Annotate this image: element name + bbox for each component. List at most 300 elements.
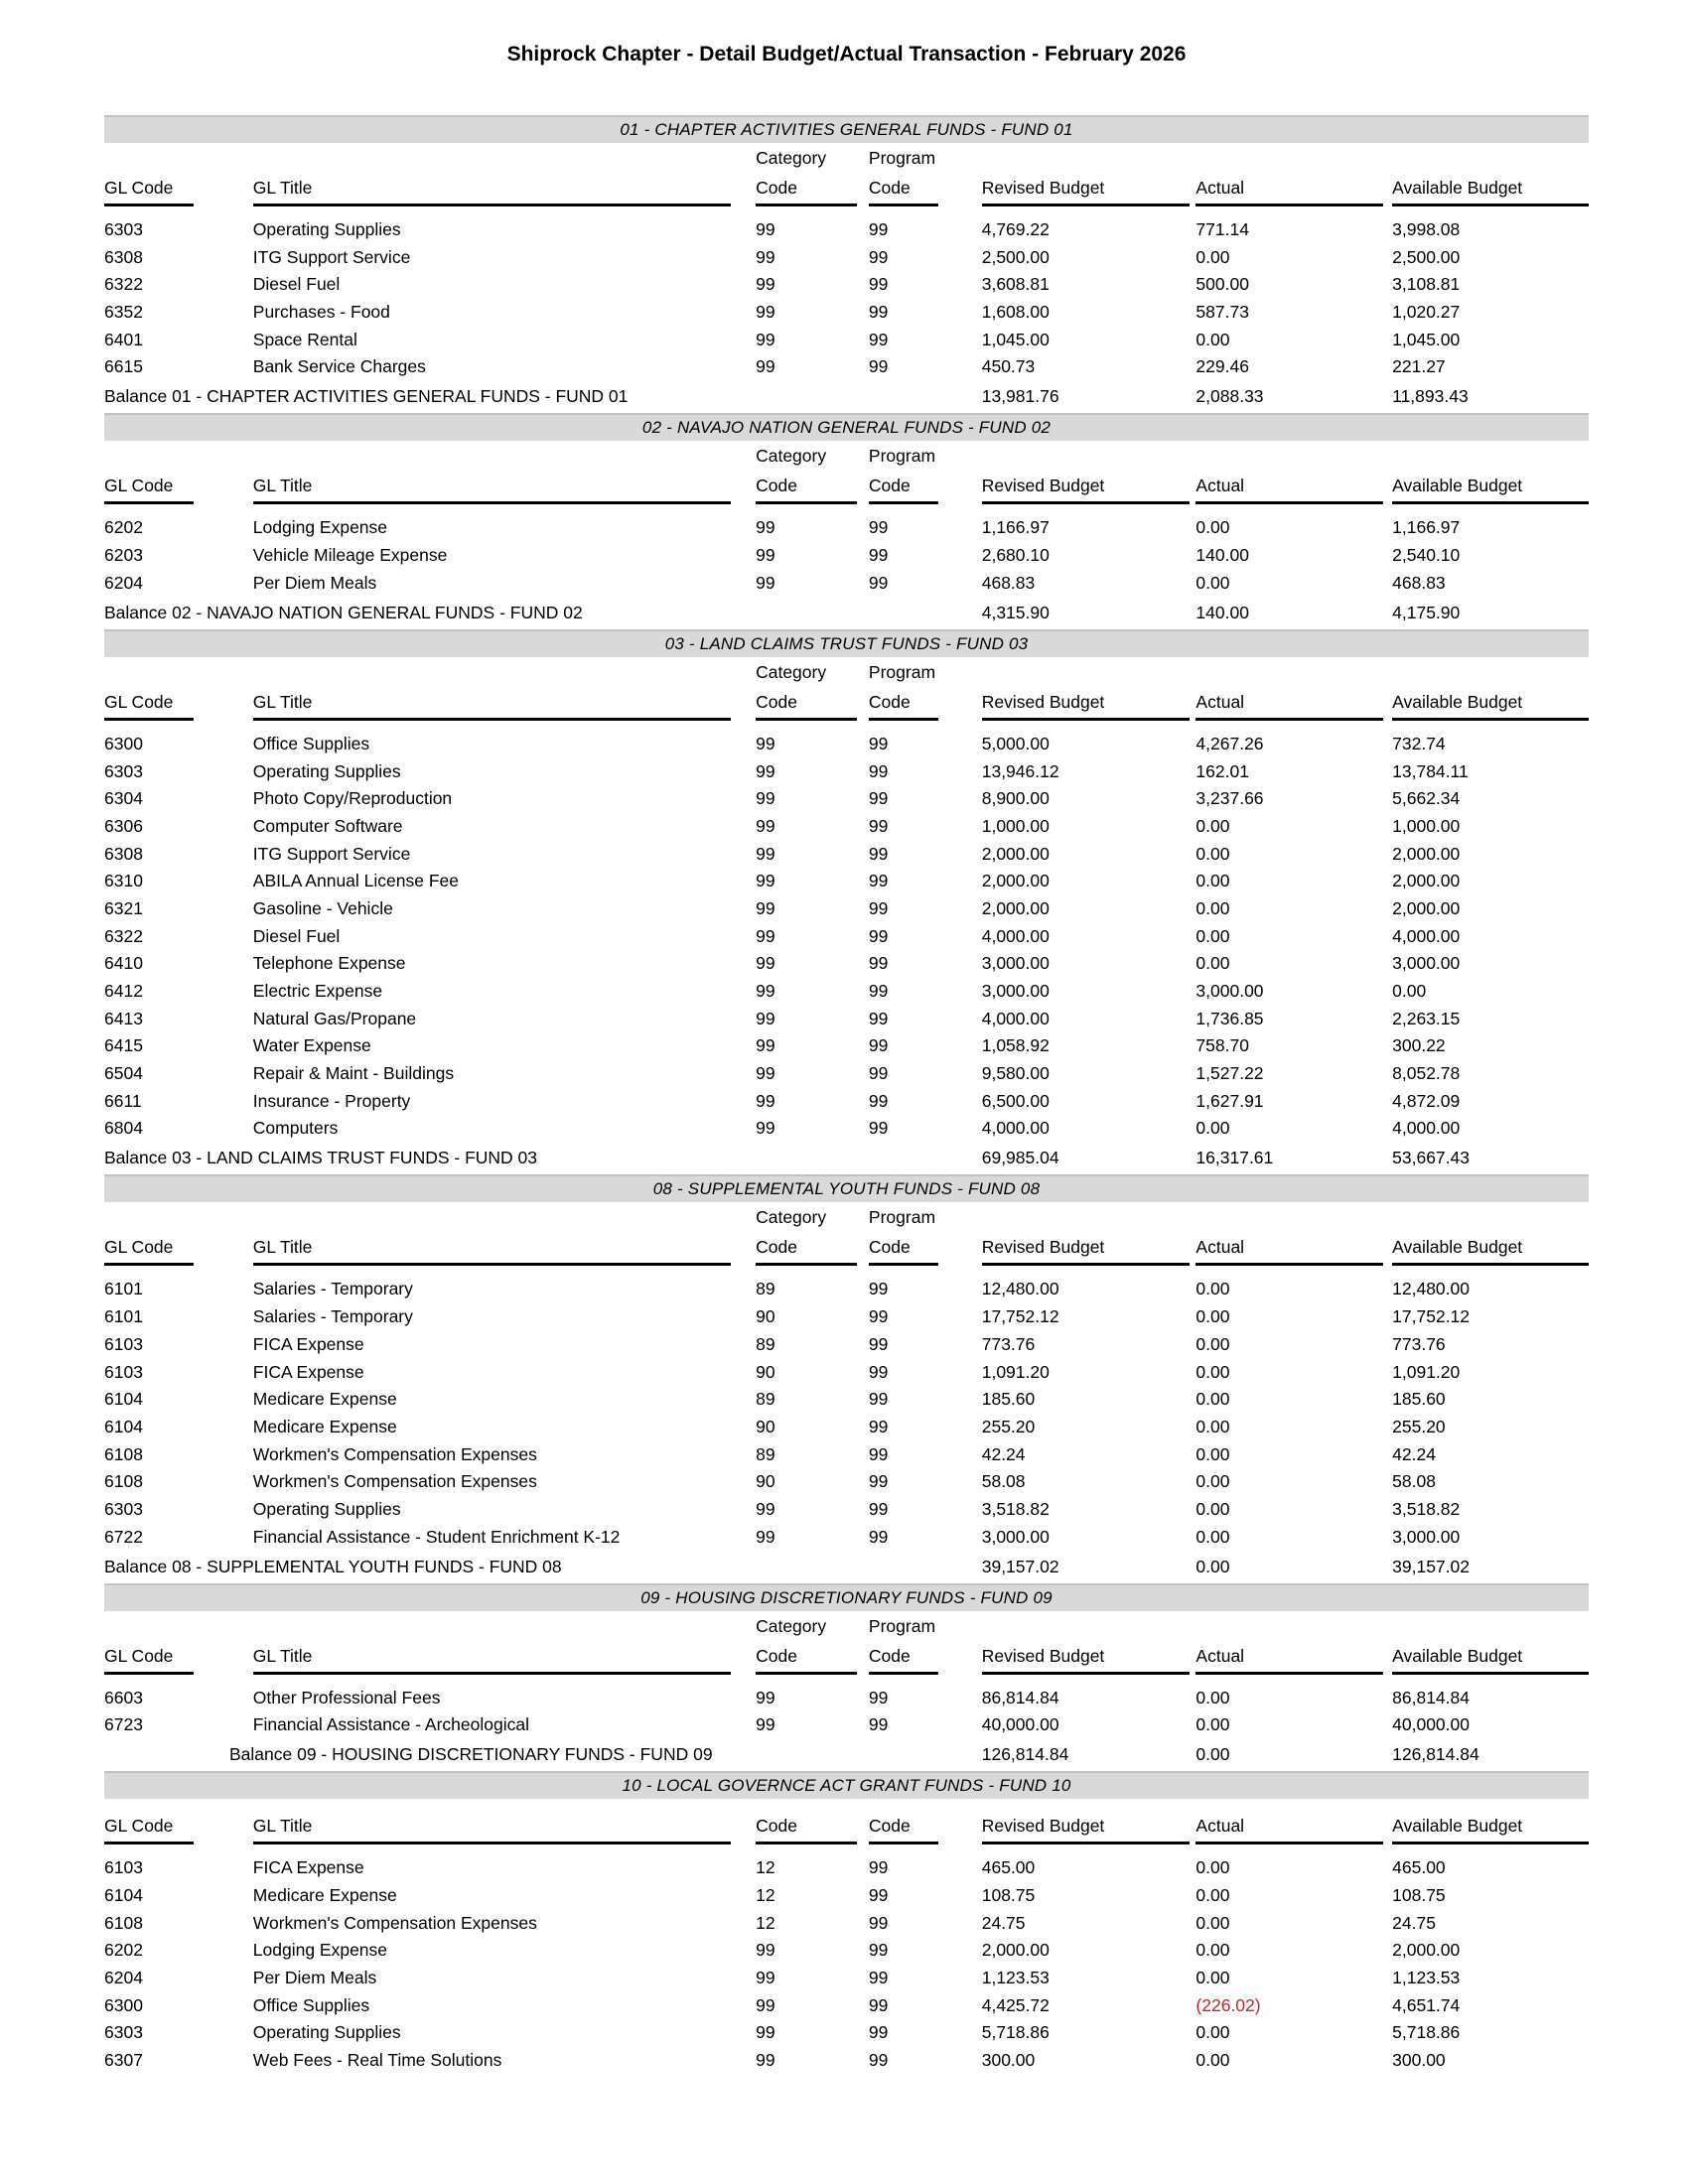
gl-title-cell: Web Fees - Real Time Solutions	[252, 2050, 502, 2071]
column-gap	[1383, 1611, 1392, 1637]
program-code-cell: 99	[868, 953, 889, 974]
column-gap	[731, 1355, 756, 1383]
table-row	[104, 538, 1589, 566]
column-gap	[1383, 1520, 1392, 1548]
revised-budget-cell: 1,123.53	[981, 1968, 1050, 1988]
column-gap	[1383, 1299, 1392, 1327]
header-row-labels	[104, 683, 1589, 720]
column-gap	[194, 143, 253, 169]
fund-sections-container	[104, 115, 1589, 2071]
column-gap	[1383, 809, 1392, 837]
column-gap	[857, 467, 869, 503]
balance-available-budget: 39,157.02	[1392, 1556, 1470, 1576]
column-gap	[731, 1265, 756, 1300]
category-code-header: Code	[756, 169, 857, 205]
available-budget-cell: 1,166.97	[1392, 517, 1461, 538]
column-gap	[1383, 719, 1392, 754]
gl-code-cell: 6321	[104, 897, 143, 918]
program-code-cell: 99	[868, 1035, 889, 1056]
table-row	[104, 268, 1589, 296]
column-gap	[938, 1410, 981, 1437]
empty-cell	[1196, 657, 1383, 683]
available-budget-cell: 255.20	[1392, 1416, 1446, 1436]
column-gap	[857, 1492, 869, 1520]
revised-budget-cell: 1,608.00	[981, 302, 1050, 323]
gl-title-cell: Natural Gas/Propane	[252, 1008, 417, 1028]
column-gap	[1383, 2043, 1392, 2071]
column-gap	[1383, 1735, 1392, 1765]
revised-budget-cell: 255.20	[981, 1416, 1036, 1436]
gl-title-cell: Medicare Expense	[252, 1389, 397, 1410]
balance-revised-budget: 39,157.02	[981, 1556, 1059, 1576]
available-budget-cell: 2,500.00	[1392, 246, 1461, 267]
column-gap	[857, 566, 869, 594]
gl-code-cell: 6202	[104, 517, 143, 538]
gl-code-cell: 6322	[104, 925, 143, 946]
gl-code-cell: 6300	[104, 733, 143, 753]
header-row-top	[104, 441, 1589, 467]
available-budget-cell: 773.76	[1392, 1333, 1446, 1354]
column-gap	[731, 205, 756, 241]
available-budget-cell: 86,814.84	[1392, 1687, 1470, 1707]
revised-budget-cell: 1,045.00	[981, 329, 1050, 349]
revised-budget-cell: 2,000.00	[981, 897, 1050, 918]
empty-cell	[1196, 143, 1383, 169]
gl-title-cell: Space Rental	[252, 329, 357, 349]
column-gap	[1383, 1383, 1392, 1411]
revised-budget-cell: 3,000.00	[981, 981, 1050, 1001]
gl-title-cell: Electric Expense	[252, 981, 383, 1001]
table-row	[104, 1988, 1589, 2016]
category-code-cell: 99	[756, 953, 775, 974]
table-row	[104, 1520, 1589, 1548]
category-code-cell: 99	[756, 302, 775, 323]
actual-header: Actual	[1196, 683, 1383, 720]
column-gap	[938, 1520, 981, 1548]
gl-title-cell: Office Supplies	[252, 1994, 370, 2015]
revised-budget-cell: 465.00	[981, 1857, 1036, 1878]
balance-available-budget: 4,175.90	[1392, 602, 1461, 622]
available-budget-cell: 13,784.11	[1392, 760, 1469, 781]
program-code-cell: 99	[868, 925, 889, 946]
category-code-cell: 99	[756, 1526, 775, 1547]
header-row-top	[104, 657, 1589, 683]
column-gap	[857, 1843, 869, 1879]
table-row	[104, 1355, 1589, 1383]
available-budget-header: Available Budget	[1392, 1228, 1589, 1265]
empty-cell	[253, 657, 731, 683]
category-header-label: Category	[756, 446, 827, 467]
gl-title-header: GL Title	[253, 1799, 731, 1843]
column-gap	[731, 657, 756, 683]
program-code-cell: 99	[868, 1857, 889, 1878]
column-gap	[857, 205, 869, 241]
column-gap	[194, 2016, 253, 2044]
table-row	[104, 503, 1589, 539]
column-gap	[731, 441, 756, 467]
available-budget-cell: 0.00	[1392, 981, 1427, 1001]
column-gap	[938, 538, 981, 566]
column-gap	[1383, 657, 1392, 683]
column-gap	[938, 1465, 981, 1493]
column-gap	[938, 1002, 981, 1029]
column-gap	[857, 1029, 869, 1057]
column-gap	[938, 1437, 981, 1465]
column-gap	[1383, 1878, 1392, 1906]
column-gap	[1383, 2016, 1392, 2044]
fund-banner: 03 - LAND CLAIMS TRUST FUNDS - FUND 03	[104, 629, 1589, 657]
table-row	[104, 1383, 1589, 1411]
column-gap	[857, 1465, 869, 1493]
category-code-cell: 99	[756, 329, 775, 349]
column-gap	[194, 1611, 253, 1637]
column-gap	[731, 1002, 756, 1029]
program-code-cell: 99	[868, 1471, 889, 1492]
program-code-cell: 99	[868, 1090, 889, 1111]
column-gap	[731, 1843, 756, 1879]
column-gap	[1383, 1843, 1392, 1879]
column-gap	[857, 1002, 869, 1029]
available-budget-cell: 4,000.00	[1392, 1118, 1461, 1139]
column-gap	[857, 891, 869, 919]
fund-section	[104, 1771, 1589, 2071]
column-gap	[194, 683, 253, 720]
program-header-label: Program	[868, 1615, 936, 1636]
program-code-cell: 99	[868, 1687, 889, 1707]
program-code-cell: 99	[868, 219, 889, 239]
column-gap	[857, 1383, 869, 1411]
balance-label: Balance 08 - SUPPLEMENTAL YOUTH FUNDS - FUND 08	[104, 1556, 562, 1576]
column-gap	[938, 323, 981, 350]
balance-revised-budget: 126,814.84	[981, 1744, 1069, 1765]
column-gap	[938, 1265, 981, 1300]
column-gap	[1383, 377, 1392, 407]
revised-budget-cell: 185.60	[981, 1389, 1036, 1410]
table-row	[104, 947, 1589, 975]
column-gap	[938, 1673, 981, 1708]
report-page	[104, 0, 1589, 2071]
balance-label: Balance 09 - HOUSING DISCRETIONARY FUNDS - FUND 09	[229, 1744, 713, 1765]
revised-budget-cell: 4,769.22	[981, 219, 1050, 239]
revised-budget-header: Revised Budget	[982, 169, 1191, 205]
category-code-cell: 99	[756, 925, 775, 946]
actual-cell: 0.00	[1196, 1526, 1230, 1547]
column-gap	[194, 1465, 253, 1493]
revised-budget-cell: 13,946.12	[981, 760, 1059, 781]
column-gap	[194, 1708, 253, 1736]
program-code-cell: 99	[868, 274, 889, 295]
program-code-cell: 99	[868, 815, 889, 836]
actual-cell: 587.73	[1196, 302, 1249, 323]
column-gap	[857, 169, 869, 205]
column-gap	[857, 1961, 869, 1988]
category-code-cell: 99	[756, 897, 775, 918]
category-code-cell: 99	[756, 981, 775, 1001]
table-row	[104, 1465, 1589, 1493]
category-code-cell: 99	[756, 1940, 775, 1961]
table-row	[104, 974, 1589, 1002]
column-gap	[857, 683, 869, 720]
program-code-header: Code	[869, 467, 938, 503]
actual-cell: 0.00	[1196, 1498, 1230, 1519]
column-gap	[731, 2043, 756, 2071]
column-gap	[938, 919, 981, 947]
program-header-label: Program	[868, 1207, 936, 1228]
empty-cell	[1196, 441, 1383, 467]
gl-title-cell: ABILA Annual License Fee	[252, 871, 459, 891]
available-budget-cell: 17,752.12	[1392, 1306, 1470, 1327]
revised-budget-cell: 773.76	[981, 1333, 1036, 1354]
fund-banner: 08 - SUPPLEMENTAL YOUTH FUNDS - FUND 08	[104, 1174, 1589, 1202]
table-row	[104, 919, 1589, 947]
actual-cell: 0.00	[1196, 1940, 1230, 1961]
column-gap	[194, 1355, 253, 1383]
column-gap	[731, 503, 756, 539]
column-gap	[938, 683, 981, 720]
column-gap	[938, 1056, 981, 1084]
column-gap	[1383, 169, 1392, 205]
category-code-cell: 99	[756, 733, 775, 753]
revised-budget-cell: 468.83	[981, 572, 1036, 593]
column-gap	[1383, 1029, 1392, 1057]
column-gap	[194, 1878, 253, 1906]
program-code-header: Code	[869, 169, 938, 205]
column-gap	[194, 1056, 253, 1084]
available-budget-cell: 468.83	[1392, 572, 1446, 593]
column-gap	[194, 947, 253, 975]
balance-actual: 16,317.61	[1196, 1148, 1274, 1168]
column-gap	[194, 919, 253, 947]
actual-cell: 0.00	[1196, 1714, 1230, 1735]
balance-label: Balance 01 - CHAPTER ACTIVITIES GENERAL FUNDS - FUND 01	[104, 386, 629, 407]
actual-cell: 0.00	[1196, 1471, 1230, 1492]
column-gap	[938, 350, 981, 378]
program-code-cell: 99	[868, 1008, 889, 1028]
category-code-cell: 99	[756, 871, 775, 891]
balance-actual: 0.00	[1196, 1744, 1230, 1765]
column-gap	[731, 865, 756, 892]
available-budget-cell: 24.75	[1392, 1912, 1436, 1933]
category-header-label: Category	[756, 148, 827, 168]
column-gap	[731, 1383, 756, 1411]
empty-cell	[253, 441, 731, 467]
program-code-cell: 99	[868, 1940, 889, 1961]
gl-code-cell: 6202	[104, 1940, 143, 1961]
gl-code-cell: 6308	[104, 843, 143, 864]
table-row	[104, 1906, 1589, 1934]
program-code-cell: 99	[868, 1885, 889, 1905]
revised-budget-cell: 4,000.00	[981, 1008, 1050, 1028]
table-row	[104, 837, 1589, 865]
gl-title-cell: Workmen's Compensation Expenses	[252, 1471, 537, 1492]
column-gap	[731, 1611, 756, 1637]
actual-cell: 0.00	[1196, 871, 1230, 891]
table-row	[104, 1410, 1589, 1437]
gl-code-cell: 6108	[104, 1443, 143, 1464]
column-gap	[731, 1056, 756, 1084]
column-gap	[938, 566, 981, 594]
column-gap	[731, 1878, 756, 1906]
available-budget-cell: 3,000.00	[1392, 953, 1461, 974]
column-gap	[194, 205, 253, 241]
gl-title-cell: Repair & Maint - Buildings	[252, 1063, 455, 1084]
gl-title-cell: Salaries - Temporary	[252, 1279, 413, 1299]
column-gap	[857, 1265, 869, 1300]
balance-actual: 140.00	[1196, 602, 1249, 622]
fund-table-body	[104, 205, 1589, 408]
column-gap	[194, 719, 253, 754]
column-gap	[731, 1437, 756, 1465]
column-gap	[857, 1228, 869, 1265]
available-budget-cell: 5,662.34	[1392, 788, 1461, 809]
available-budget-cell: 2,000.00	[1392, 1940, 1461, 1961]
fund-table-body	[104, 719, 1589, 1168]
balance-label: Balance 02 - NAVAJO NATION GENERAL FUNDS - FUND 02	[104, 602, 583, 622]
table-row	[104, 1708, 1589, 1736]
column-gap	[1383, 467, 1392, 503]
column-gap	[731, 1906, 756, 1934]
column-gap	[857, 2043, 869, 2071]
fund-banner: 02 - NAVAJO NATION GENERAL FUNDS - FUND 02	[104, 413, 1589, 441]
column-gap	[194, 657, 253, 683]
column-gap	[1383, 683, 1392, 720]
column-gap	[857, 719, 869, 754]
column-gap	[857, 782, 869, 810]
column-gap	[194, 268, 253, 296]
column-gap	[731, 240, 756, 268]
fund-table	[104, 1799, 1589, 2071]
revised-budget-cell: 3,518.82	[981, 1498, 1050, 1519]
category-code-cell: 89	[756, 1443, 775, 1464]
balance-row	[104, 1548, 1589, 1577]
table-row	[104, 323, 1589, 350]
available-budget-cell: 42.24	[1392, 1443, 1436, 1464]
column-gap	[1383, 441, 1392, 467]
header-row-labels	[104, 169, 1589, 205]
column-gap	[857, 1673, 869, 1708]
fund-section	[104, 1174, 1589, 1576]
gl-code-cell: 6412	[104, 981, 143, 1001]
column-gap	[857, 1878, 869, 1906]
available-budget-cell: 185.60	[1392, 1389, 1446, 1410]
actual-cell: 0.00	[1196, 953, 1230, 974]
empty-cell	[982, 657, 1191, 683]
column-gap	[1383, 1265, 1392, 1300]
column-gap	[731, 1029, 756, 1057]
available-budget-header: Available Budget	[1392, 467, 1589, 503]
category-code-cell: 99	[756, 1008, 775, 1028]
gl-code-cell: 6352	[104, 302, 143, 323]
empty-cell	[1392, 143, 1589, 169]
revised-budget-cell: 42.24	[981, 1443, 1026, 1464]
revised-budget-cell: 3,608.81	[981, 274, 1050, 295]
table-row	[104, 295, 1589, 323]
column-gap	[938, 1029, 981, 1057]
column-gap	[731, 1637, 756, 1674]
column-gap	[194, 1961, 253, 1988]
actual-cell: 0.00	[1196, 815, 1230, 836]
program-code-cell: 99	[868, 981, 889, 1001]
header-row-labels	[104, 1799, 1589, 1843]
program-code-cell: 99	[868, 545, 889, 566]
gl-title-header: GL Title	[253, 169, 731, 205]
revised-budget-header: Revised Budget	[982, 1637, 1191, 1674]
available-budget-cell: 58.08	[1392, 1471, 1436, 1492]
column-gap	[194, 323, 253, 350]
actual-cell: 0.00	[1196, 1279, 1230, 1299]
program-code-cell: 99	[868, 897, 889, 918]
actual-cell: 0.00	[1196, 517, 1230, 538]
revised-budget-cell: 86,814.84	[981, 1687, 1059, 1707]
column-gap	[1383, 837, 1392, 865]
category-code-cell: 99	[756, 1714, 775, 1735]
gl-title-cell: Operating Supplies	[252, 1498, 401, 1519]
column-gap	[938, 2016, 981, 2044]
available-budget-cell: 3,108.81	[1392, 274, 1461, 295]
fund-table-header	[104, 1799, 1589, 1843]
revised-budget-cell: 450.73	[981, 356, 1036, 377]
column-gap	[1383, 1465, 1392, 1493]
column-gap	[1383, 754, 1392, 782]
available-budget-cell: 1,000.00	[1392, 815, 1461, 836]
column-gap	[731, 1708, 756, 1736]
gl-title-header: GL Title	[253, 683, 731, 720]
column-gap	[857, 1906, 869, 1934]
category-code-header: Code	[756, 467, 857, 503]
available-budget-header: Available Budget	[1392, 1637, 1589, 1674]
column-gap	[731, 1228, 756, 1265]
revised-budget-cell: 3,000.00	[981, 1526, 1050, 1547]
gl-code-cell: 6303	[104, 760, 143, 781]
column-gap	[194, 837, 253, 865]
category-code-cell: 99	[756, 2022, 775, 2043]
table-row	[104, 1878, 1589, 1906]
column-gap	[1383, 1548, 1392, 1577]
program-code-cell: 99	[868, 517, 889, 538]
gl-title-cell: Per Diem Meals	[252, 572, 377, 593]
column-gap	[731, 1799, 756, 1843]
header-row-labels	[104, 1637, 1589, 1674]
column-gap	[1383, 503, 1392, 539]
category-code-cell: 89	[756, 1279, 775, 1299]
revised-budget-cell: 24.75	[981, 1912, 1026, 1933]
table-row	[104, 782, 1589, 810]
column-gap	[857, 865, 869, 892]
column-gap	[1383, 1934, 1392, 1962]
revised-budget-cell: 2,500.00	[981, 246, 1050, 267]
actual-header: Actual	[1196, 1637, 1383, 1674]
category-code-header: Code	[756, 1228, 857, 1265]
program-code-cell: 99	[868, 1118, 889, 1139]
column-gap	[731, 1299, 756, 1327]
column-gap	[194, 503, 253, 539]
actual-cell: 0.00	[1196, 1306, 1230, 1327]
fund-table	[104, 143, 1589, 407]
column-gap	[938, 891, 981, 919]
gl-code-cell: 6101	[104, 1279, 143, 1299]
empty-cell	[104, 657, 194, 683]
category-code-cell: 99	[756, 1687, 775, 1707]
gl-code-cell: 6204	[104, 572, 143, 593]
header-row-top	[104, 1611, 1589, 1637]
revised-budget-cell: 2,000.00	[981, 1940, 1050, 1961]
column-gap	[1383, 295, 1392, 323]
gl-title-cell: Purchases - Food	[252, 302, 390, 323]
program-code-cell: 99	[868, 1498, 889, 1519]
program-code-cell: 99	[868, 1063, 889, 1084]
available-budget-cell: 1,091.20	[1392, 1361, 1461, 1382]
column-gap	[938, 240, 981, 268]
